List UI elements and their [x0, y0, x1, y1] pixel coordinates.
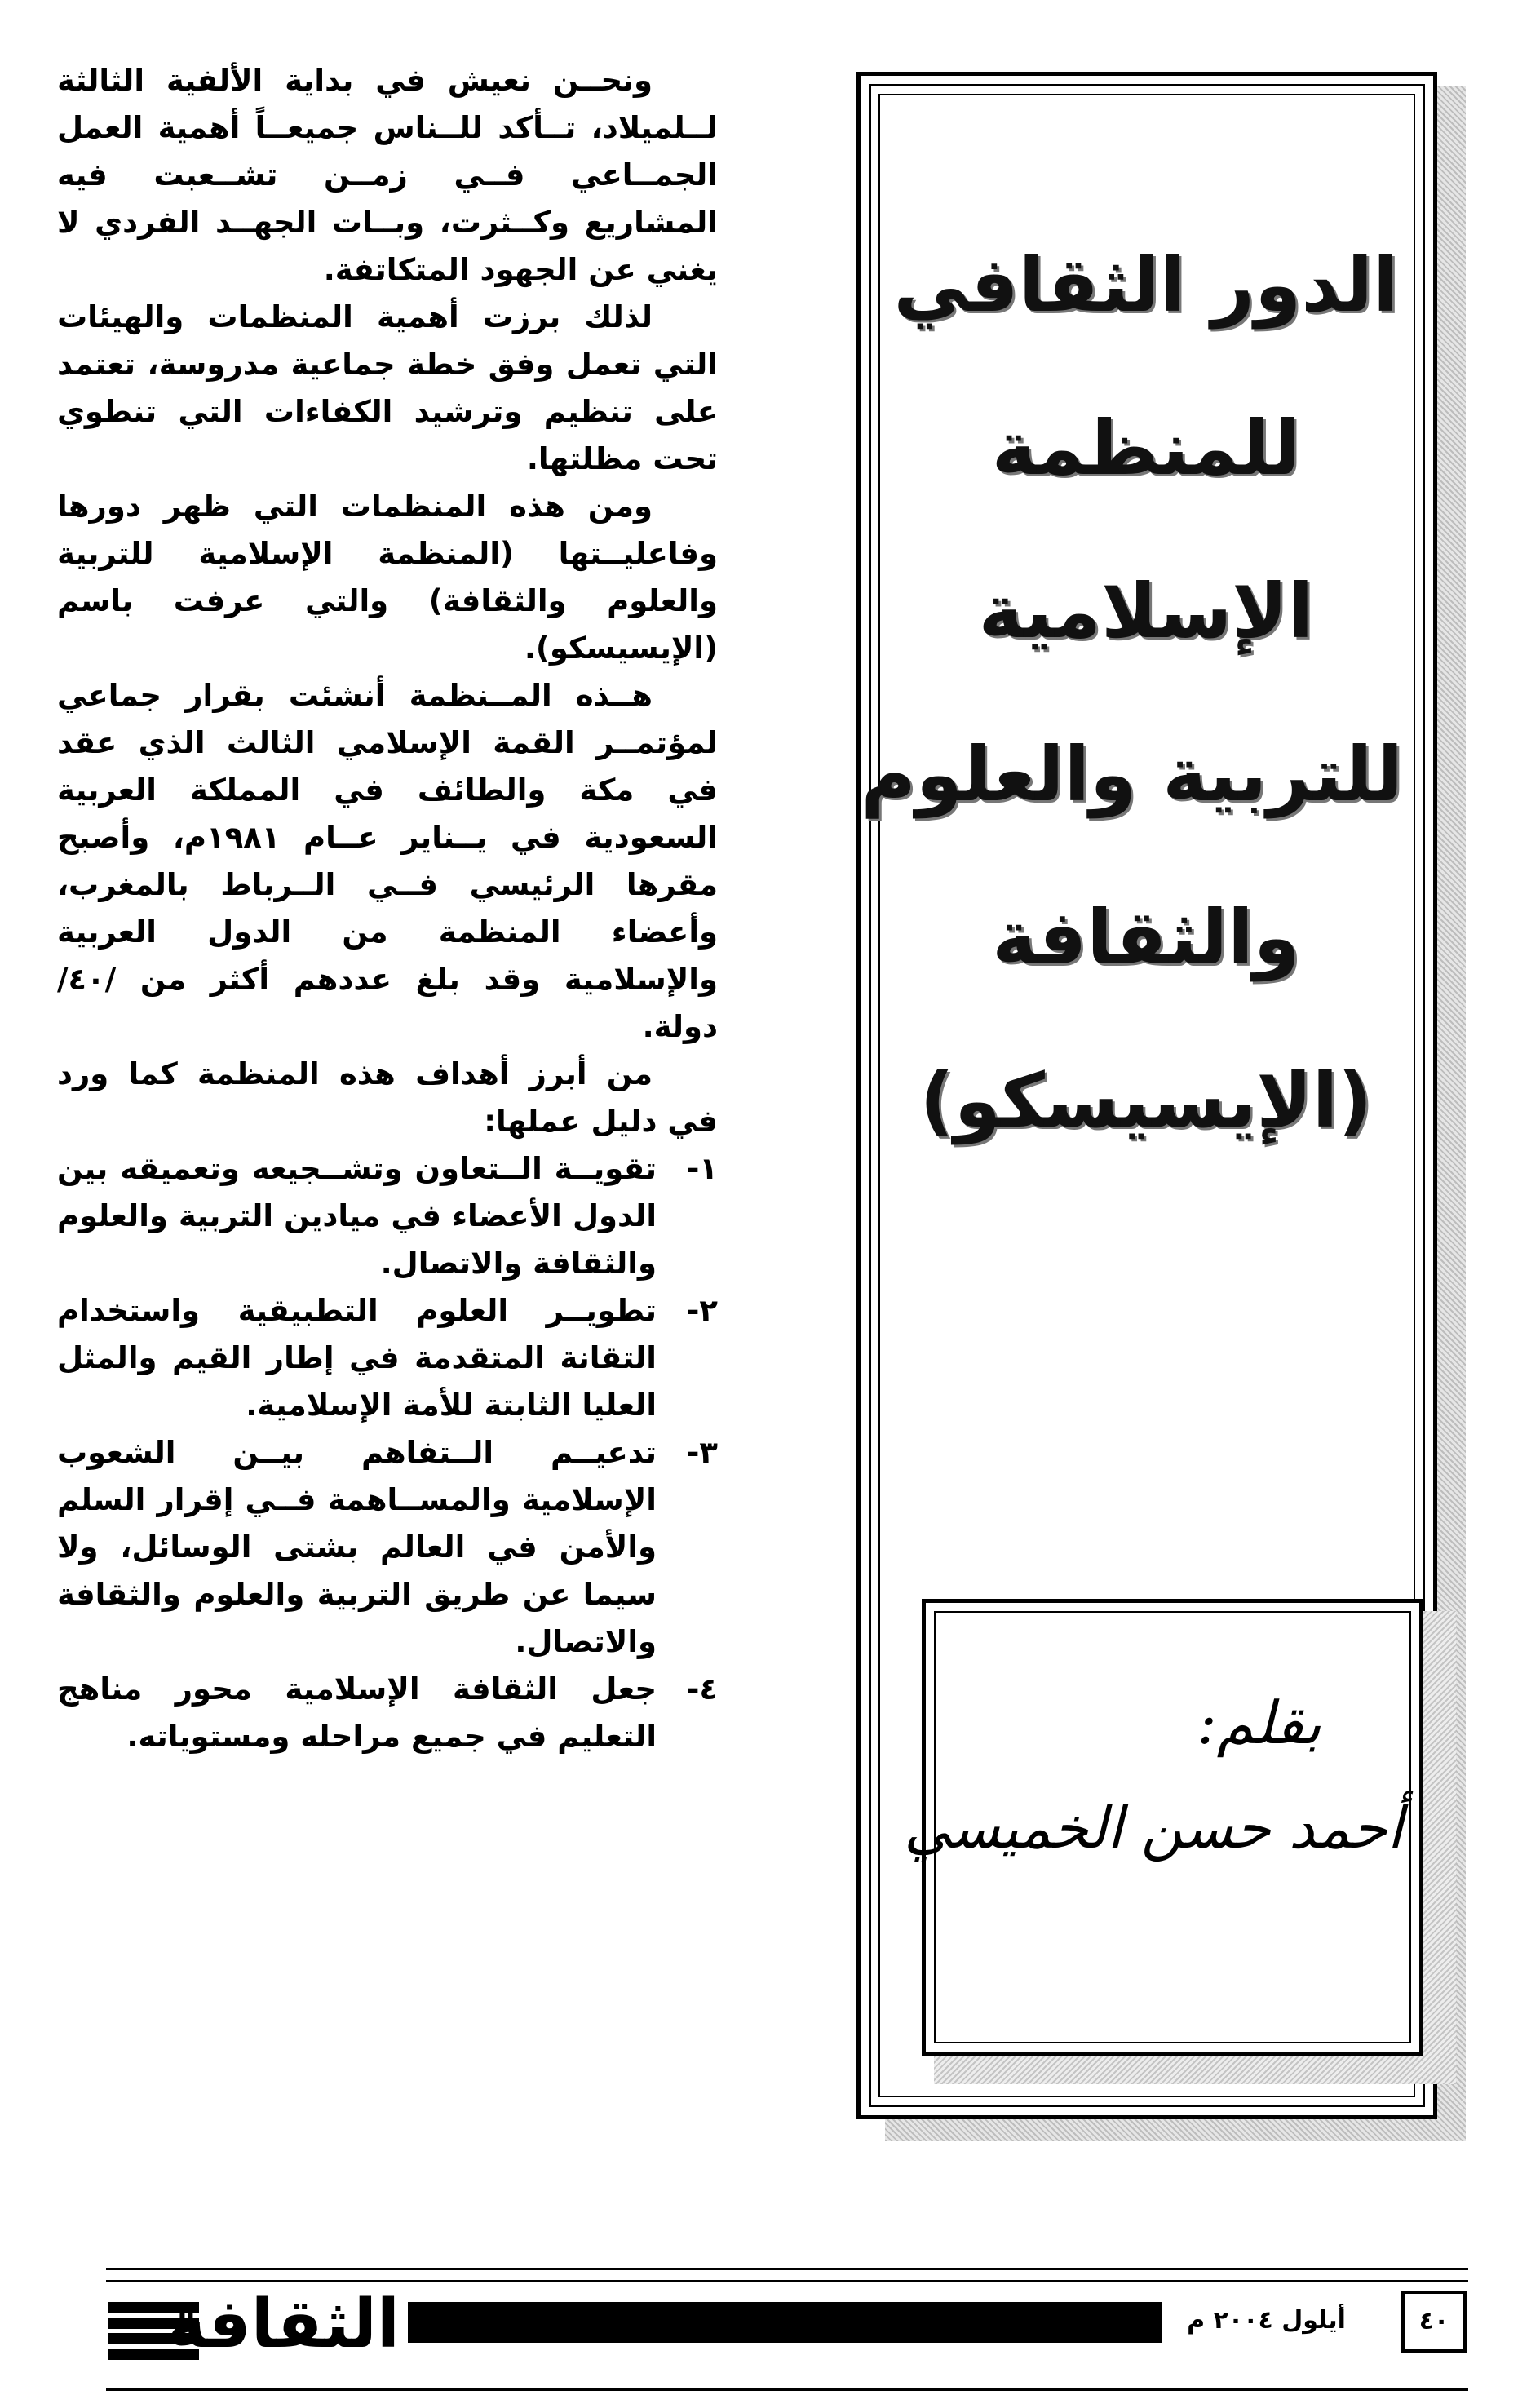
- paragraph: من أبرز أهداف هذه المنظمة كما ورد في دليل عملها:: [57, 1056, 718, 1139]
- title-line: الإسلامية: [978, 568, 1314, 655]
- list-item: [57, 1429, 718, 1666]
- title-line: الدور الثقافي: [893, 241, 1399, 329]
- list-item-number: ٢-: [687, 1293, 718, 1328]
- title-line: للتربية والعلوم: [861, 731, 1403, 818]
- list-item-text: تدعيــم الــتفاهم بيــن الشعوب الإسلامية والمســاهمة فــي إقرار السلم والأمن في العالم بشتى الوسائل، ولا سيما عن طريق التربية والعلوم والثقافة والاتصال.: [57, 1435, 657, 1659]
- paragraph: ومن هذه المنظمات التي ظهر دورها وفاعليــتها (المنظمة الإسلامية للتربية والعلوم والثقافة) والتي عرفت باسم (الإيسيسكو).: [57, 489, 718, 666]
- title-line: والثقافة: [992, 894, 1300, 981]
- footer-black-bar: [408, 2302, 1162, 2343]
- footer-rule: [106, 2268, 1468, 2270]
- list-item-number: ٤-: [687, 1671, 718, 1707]
- list-item: [57, 1287, 718, 1429]
- paragraph: هــذه المــنظمة أنشئت بقرار جماعي لمؤتمــر القمة الإسلامي الثالث الذي عقد في مكة والطائف في المملكة العربية السعودية في يــناير عــام ١٩٨١م، وأصبح مقرها الرئيسي فــي الــرباط بالمغرب، وأعضاء المنظمة من الدول العربية والإسلامية وقد بلغ عددهم أكثر من /٤٠/ دولة.: [57, 678, 718, 1044]
- list-item-text: تطويــر العلوم التطبيقية واستخدام التقانة المتقدمة في إطار القيم والمثل العليا الثابتة للأمة الإسلامية.: [57, 1293, 657, 1423]
- footer-rule: [106, 2388, 1468, 2391]
- magazine-logo: الثقافة: [166, 2286, 400, 2363]
- page-number: ٤٠: [1401, 2291, 1467, 2353]
- issue-date: أيلول ٢٠٠٤ م: [1187, 2306, 1346, 2335]
- paragraph: ونحــن نعيش في بداية الألفية الثالثة لــلميلاد، تــأكد للــناس جميعــاً أهمية العمل الجمــاعي فــي زمــن تشــعبت فيه المشاريع وكــثرت، وبــات الجهــد الفردي لا يغني عن الجهود المتكاتفة.: [57, 63, 718, 287]
- list-item-text: تقويــة الــتعاون وتشــجيعه وتعميقه بين الدول الأعضاء في ميادين التربية والعلوم والثقافة والاتصال.: [57, 1151, 657, 1281]
- author-name: أحمد حسن الخميسي: [904, 1795, 1403, 1862]
- paragraph: لذلك برزت أهمية المنظمات والهيئات التي تعمل وفق خطة جماعية مدروسة، تعتمد على تنظيم وترشيد الكفاءات التي تنطوي تحت مظلتها.: [57, 299, 718, 476]
- title-line: للمنظمة: [991, 405, 1301, 492]
- list-item-number: ٣-: [687, 1435, 718, 1470]
- article-title: [861, 204, 1403, 1183]
- author-by-label: بقلم:: [1197, 1689, 1321, 1757]
- list-item: [57, 1145, 718, 1287]
- goals-list: [57, 1145, 718, 1760]
- list-item-number: ١-: [687, 1151, 718, 1186]
- title-line: (الإيسيسكو): [919, 1057, 1373, 1144]
- list-item-text: جعل الثقافة الإسلامية محور مناهج التعليم في جميع مراحله ومستوياته.: [57, 1671, 657, 1754]
- list-item: [57, 1666, 718, 1760]
- article-body: [57, 57, 718, 1760]
